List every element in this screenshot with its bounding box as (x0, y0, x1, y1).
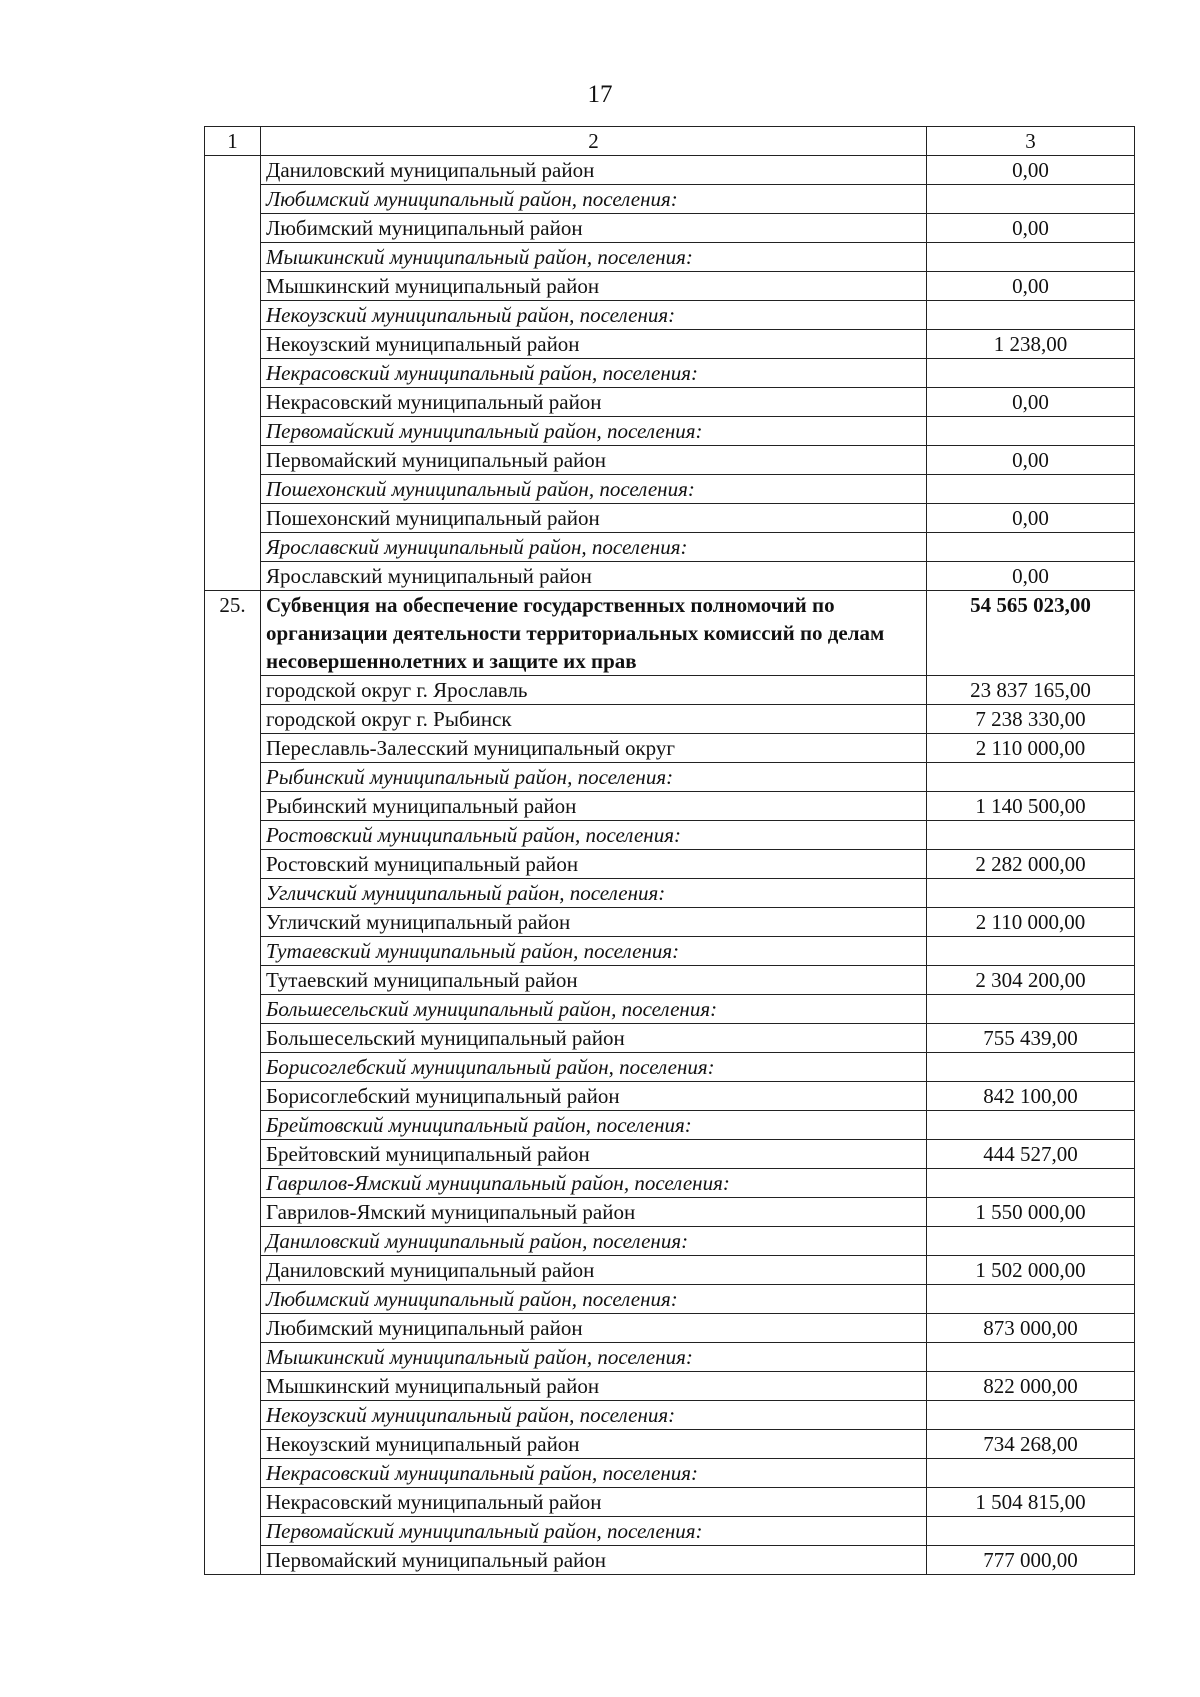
row-name-cell: Большесельский муниципальный район (261, 1024, 927, 1053)
table-row-group-heading (205, 417, 1135, 446)
table-row-group-heading (205, 879, 1135, 908)
row-name-cell: Ярославский муниципальный район (261, 562, 927, 591)
row-number-cell (205, 821, 261, 850)
row-name-cell: Некоузский муниципальный район, поселения: (261, 1401, 927, 1430)
row-value-cell (927, 879, 1135, 908)
row-value-cell (927, 1517, 1135, 1546)
row-number-cell (205, 995, 261, 1024)
row-name-cell: Мышкинский муниципальный район, поселения: (261, 243, 927, 272)
table-row (205, 388, 1135, 417)
row-number-cell (205, 705, 261, 734)
row-value-cell (927, 185, 1135, 214)
row-value-cell (927, 1459, 1135, 1488)
row-value-cell (927, 1169, 1135, 1198)
table-row-group-heading (205, 821, 1135, 850)
row-value-cell: 0,00 (927, 504, 1135, 533)
table-row-group-heading (205, 1517, 1135, 1546)
row-name-cell: Борисоглебский муниципальный район, поселения: (261, 1053, 927, 1082)
row-number-cell (205, 1169, 261, 1198)
table-row-group-heading (205, 1111, 1135, 1140)
row-number-cell (205, 1517, 261, 1546)
row-number-cell (205, 792, 261, 821)
row-name-cell: Переславль-Залесский муниципальный округ (261, 734, 927, 763)
row-value-cell (927, 1343, 1135, 1372)
row-name-cell: Любимский муниципальный район, поселения: (261, 1285, 927, 1314)
row-number-cell (205, 763, 261, 792)
table-row (205, 1024, 1135, 1053)
row-number-cell (205, 937, 261, 966)
row-number-cell (205, 533, 261, 562)
row-number-cell (205, 301, 261, 330)
table-row-group-heading (205, 243, 1135, 272)
row-name-cell: Некрасовский муниципальный район (261, 1488, 927, 1517)
row-value-cell: 777 000,00 (927, 1546, 1135, 1575)
row-number-cell (205, 1082, 261, 1111)
row-number-cell (205, 1053, 261, 1082)
row-number-cell (205, 1140, 261, 1169)
row-number-cell (205, 1285, 261, 1314)
item-25-title: Субвенция на обеспечение государственных полномочий по организации деятельности территориальных комиссий по делам несовершеннолетних и защите их прав (261, 591, 927, 676)
table-row (205, 156, 1135, 185)
row-number-cell (205, 446, 261, 475)
row-value-cell (927, 821, 1135, 850)
row-name-cell: Некрасовский муниципальный район (261, 388, 927, 417)
table-body (205, 127, 1135, 1575)
table-row-group-heading (205, 995, 1135, 1024)
item-25-number: 25. (205, 591, 261, 676)
row-value-cell: 1 550 000,00 (927, 1198, 1135, 1227)
budget-table (204, 126, 1135, 1575)
table-row (205, 330, 1135, 359)
table-row (205, 272, 1135, 301)
row-name-cell: Первомайский муниципальный район, поселения: (261, 1517, 927, 1546)
row-number-cell (205, 1198, 261, 1227)
row-name-cell: Пошехонский муниципальный район, поселения: (261, 475, 927, 504)
table-row-group-heading (205, 301, 1135, 330)
row-number-cell (205, 562, 261, 591)
row-value-cell: 1 504 815,00 (927, 1488, 1135, 1517)
row-name-cell: Мышкинский муниципальный район (261, 1372, 927, 1401)
row-name-cell: Брейтовский муниципальный район, поселения: (261, 1111, 927, 1140)
row-name-cell: Первомайский муниципальный район (261, 446, 927, 475)
header-col-3: 3 (927, 127, 1135, 156)
table-row (205, 850, 1135, 879)
row-name-cell: Ярославский муниципальный район, поселения: (261, 533, 927, 562)
row-value-cell: 1 238,00 (927, 330, 1135, 359)
row-value-cell (927, 937, 1135, 966)
row-name-cell: Мышкинский муниципальный район, поселения: (261, 1343, 927, 1372)
table-row-group-heading (205, 1401, 1135, 1430)
row-number-cell (205, 879, 261, 908)
table-row (205, 1256, 1135, 1285)
item-25-value: 54 565 023,00 (927, 591, 1135, 676)
table-row-group-heading (205, 533, 1135, 562)
row-number-cell (205, 1430, 261, 1459)
row-number-cell (205, 1401, 261, 1430)
row-value-cell (927, 1053, 1135, 1082)
row-number-cell (205, 1256, 261, 1285)
row-number-cell (205, 966, 261, 995)
header-col-2: 2 (261, 127, 927, 156)
row-value-cell: 2 304 200,00 (927, 966, 1135, 995)
row-number-cell (205, 1459, 261, 1488)
row-name-cell: Брейтовский муниципальный район (261, 1140, 927, 1169)
row-value-cell: 755 439,00 (927, 1024, 1135, 1053)
row-value-cell (927, 1111, 1135, 1140)
row-value-cell: 0,00 (927, 388, 1135, 417)
row-value-cell: 1 502 000,00 (927, 1256, 1135, 1285)
row-name-cell: Гаврилов-Ямский муниципальный район, поселения: (261, 1169, 927, 1198)
table-row-group-heading (205, 475, 1135, 504)
row-name-cell: Мышкинский муниципальный район (261, 272, 927, 301)
row-number-cell (205, 908, 261, 937)
row-name-cell: Борисоглебский муниципальный район (261, 1082, 927, 1111)
row-value-cell: 0,00 (927, 272, 1135, 301)
row-value-cell: 2 110 000,00 (927, 908, 1135, 937)
row-number-cell (205, 272, 261, 301)
table-row (205, 1546, 1135, 1575)
row-name-cell: Рыбинский муниципальный район, поселения: (261, 763, 927, 792)
row-value-cell (927, 475, 1135, 504)
row-value-cell: 2 282 000,00 (927, 850, 1135, 879)
row-value-cell (927, 1401, 1135, 1430)
table-row (205, 446, 1135, 475)
row-number-cell (205, 330, 261, 359)
row-value-cell: 444 527,00 (927, 1140, 1135, 1169)
table-row-group-heading (205, 185, 1135, 214)
row-name-cell: Угличский муниципальный район, поселения: (261, 879, 927, 908)
table-row-group-heading (205, 1169, 1135, 1198)
row-value-cell (927, 359, 1135, 388)
table-row (205, 705, 1135, 734)
row-value-cell: 0,00 (927, 156, 1135, 185)
row-name-cell: Большесельский муниципальный район, поселения: (261, 995, 927, 1024)
row-value-cell (927, 1285, 1135, 1314)
row-number-cell (205, 1343, 261, 1372)
row-number-cell (205, 1546, 261, 1575)
row-value-cell (927, 995, 1135, 1024)
row-name-cell: городской округ г. Рыбинск (261, 705, 927, 734)
row-name-cell: Некоузский муниципальный район (261, 1430, 927, 1459)
row-value-cell: 0,00 (927, 446, 1135, 475)
row-value-cell: 734 268,00 (927, 1430, 1135, 1459)
table-row (205, 1488, 1135, 1517)
row-name-cell: Некоузский муниципальный район (261, 330, 927, 359)
row-value-cell: 7 238 330,00 (927, 705, 1135, 734)
row-name-cell: Любимский муниципальный район (261, 1314, 927, 1343)
row-number-cell (205, 1111, 261, 1140)
row-name-cell: Тутаевский муниципальный район, поселения: (261, 937, 927, 966)
row-value-cell: 23 837 165,00 (927, 676, 1135, 705)
table-row-group-heading (205, 1053, 1135, 1082)
table-row-group-heading (205, 1459, 1135, 1488)
row-number-cell (205, 243, 261, 272)
row-value-cell (927, 533, 1135, 562)
row-number-cell (205, 1488, 261, 1517)
row-name-cell: Даниловский муниципальный район, поселения: (261, 1227, 927, 1256)
row-number-cell (205, 676, 261, 705)
table-row (205, 734, 1135, 763)
table-row (205, 1198, 1135, 1227)
row-number-cell (205, 1227, 261, 1256)
row-number-cell (205, 214, 261, 243)
row-name-cell: Любимский муниципальный район, поселения: (261, 185, 927, 214)
row-name-cell: Ростовский муниципальный район, поселения: (261, 821, 927, 850)
row-name-cell: Первомайский муниципальный район, поселения: (261, 417, 927, 446)
row-value-cell (927, 417, 1135, 446)
row-value-cell: 2 110 000,00 (927, 734, 1135, 763)
table-row-group-heading (205, 1343, 1135, 1372)
table-row (205, 1140, 1135, 1169)
row-name-cell: Ростовский муниципальный район (261, 850, 927, 879)
table-row-group-heading (205, 1285, 1135, 1314)
row-name-cell: Гаврилов-Ямский муниципальный район (261, 1198, 927, 1227)
row-number-cell (205, 1372, 261, 1401)
table-row (205, 504, 1135, 533)
row-name-cell: Тутаевский муниципальный район (261, 966, 927, 995)
table-row (205, 214, 1135, 243)
table-row-group-heading (205, 1227, 1135, 1256)
table-row (205, 908, 1135, 937)
row-number-cell (205, 388, 261, 417)
page-number: 17 (587, 81, 613, 108)
row-name-cell: Даниловский муниципальный район (261, 156, 927, 185)
header-col-1: 1 (205, 127, 261, 156)
row-number-cell (205, 1024, 261, 1053)
table-row (205, 792, 1135, 821)
row-name-cell: Пошехонский муниципальный район (261, 504, 927, 533)
row-value-cell: 0,00 (927, 214, 1135, 243)
table-row (205, 1372, 1135, 1401)
row-number-cell (205, 185, 261, 214)
table-row-group-heading (205, 359, 1135, 388)
row-value-cell (927, 763, 1135, 792)
row-value-cell: 842 100,00 (927, 1082, 1135, 1111)
table-row (205, 1314, 1135, 1343)
row-name-cell: Даниловский муниципальный район (261, 1256, 927, 1285)
row-value-cell (927, 243, 1135, 272)
table-row (205, 676, 1135, 705)
row-name-cell: Любимский муниципальный район (261, 214, 927, 243)
row-name-cell: Первомайский муниципальный район (261, 1546, 927, 1575)
row-name-cell: Рыбинский муниципальный район (261, 792, 927, 821)
row-value-cell (927, 1227, 1135, 1256)
row-value-cell: 873 000,00 (927, 1314, 1135, 1343)
table-header-row (205, 127, 1135, 156)
row-number-cell (205, 734, 261, 763)
row-value-cell: 0,00 (927, 562, 1135, 591)
row-name-cell: Некрасовский муниципальный район, поселения: (261, 1459, 927, 1488)
row-number-cell (205, 417, 261, 446)
row-value-cell: 1 140 500,00 (927, 792, 1135, 821)
table-row (205, 1430, 1135, 1459)
row-name-cell: Угличский муниципальный район (261, 908, 927, 937)
table-row-group-heading (205, 763, 1135, 792)
table-row (205, 1082, 1135, 1111)
row-number-cell (205, 156, 261, 185)
table-row (205, 562, 1135, 591)
row-value-cell (927, 301, 1135, 330)
row-name-cell: городской округ г. Ярославль (261, 676, 927, 705)
row-number-cell (205, 504, 261, 533)
row-number-cell (205, 850, 261, 879)
row-number-cell (205, 475, 261, 504)
row-value-cell: 822 000,00 (927, 1372, 1135, 1401)
table-row (205, 966, 1135, 995)
row-name-cell: Некоузский муниципальный район, поселения: (261, 301, 927, 330)
row-name-cell: Некрасовский муниципальный район, поселения: (261, 359, 927, 388)
row-number-cell (205, 1314, 261, 1343)
item-25-row (205, 591, 1135, 676)
table-row-group-heading (205, 937, 1135, 966)
row-number-cell (205, 359, 261, 388)
